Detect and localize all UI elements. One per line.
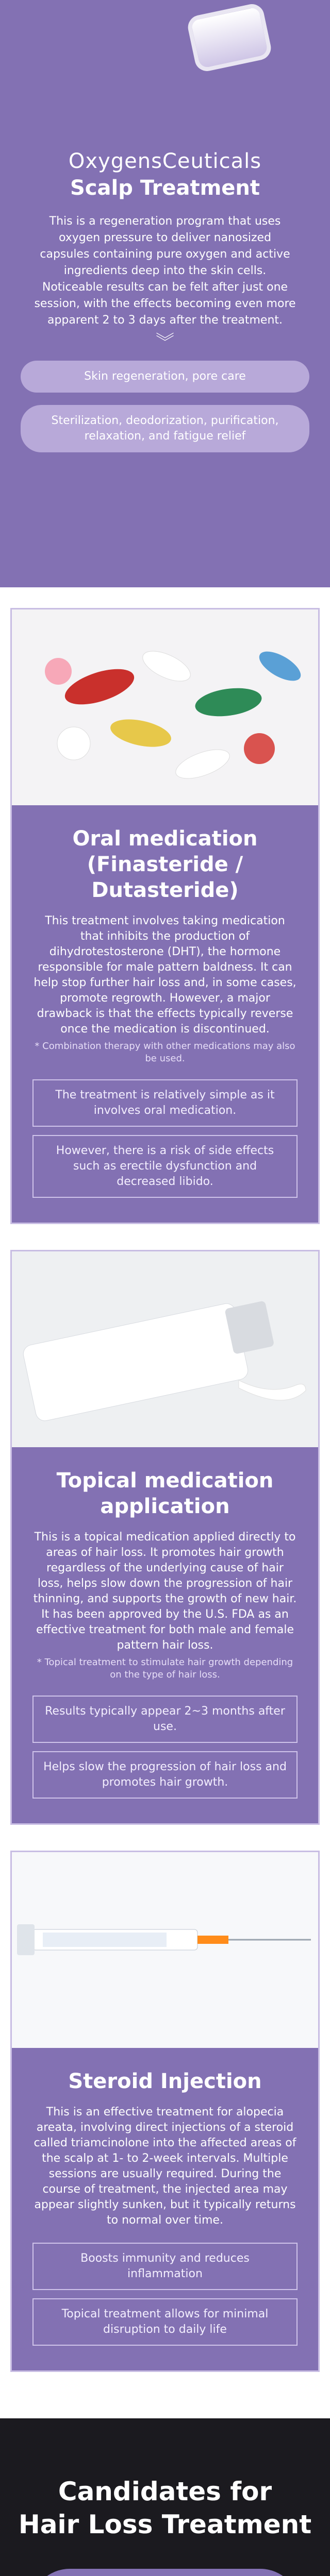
candidates-title <box>0 2418 330 2541</box>
treatment-title: Topical medication application <box>56 1469 274 1518</box>
candidates-section <box>0 2418 330 2576</box>
hero-body: This is a regeneration program that uses oxygen pressure to deliver nanosized capsules containing pure oxygen and active ingredients deep into the skin cells. Noticeable results can be felt after just one session, with the effects becoming even more apparent 2 to 3 days after the treatment. <box>34 215 296 327</box>
treatment-card-oral <box>10 608 320 1224</box>
device-image <box>186 2 273 74</box>
benefit-pill: Skin regeneration, pore care <box>21 361 309 393</box>
treatment-title: Oral medication (Finasteride / Dutasteride) <box>72 827 258 902</box>
treatment-highlight: Results typically appear 2~3 months after use. <box>32 1696 298 1743</box>
treatment-card-topical <box>10 1250 320 1825</box>
treatment-title: Steroid Injection <box>68 2070 262 2093</box>
benefit-pill: Sterilization, deodorization, purification, relaxation, and fatigue relief <box>21 405 309 452</box>
hero-title: Scalp Treatment <box>70 176 260 200</box>
treatment-highlight: Helps slow the progression of hair loss and promotes hair growth. <box>32 1751 298 1799</box>
treatment-highlight: Boosts immunity and reduces inflammation <box>32 2243 298 2290</box>
pills-image <box>12 609 318 805</box>
treatment-note: * Topical treatment to stimulate hair growth depending on the type of hair loss. <box>37 1657 293 1680</box>
treatment-card-body <box>12 1447 318 1823</box>
hero-section <box>0 0 330 587</box>
candidates-title-line: Hair Loss Treatment <box>18 2510 312 2539</box>
syringe-image <box>12 1852 318 2048</box>
chevron-down-icon: ︾ <box>155 332 174 353</box>
treatment-text: This is an effective treatment for alopecia areata, involving direct injections of a steroid called triamcinolone into the affected areas of the scalp at 1- to 2-week intervals. Multiple sessions are usually required. During the course of treatment, the injected area may appear slightly sunken, but it typically returns to normal over time. <box>34 2106 296 2227</box>
candidate-item <box>31 2569 299 2576</box>
treatment-highlight: However, there is a risk of side effects such as erectile dysfunction and decreased libido. <box>32 1135 298 1198</box>
treatment-note: * Combination therapy with other medications may also be used. <box>35 1041 295 1064</box>
cream-tube-image <box>12 1251 318 1447</box>
brand-name: OxygensCeuticals <box>68 149 262 173</box>
treatment-card-body <box>12 805 318 1223</box>
treatment-highlight: Topical treatment allows for minimal disruption to daily life <box>32 2298 298 2346</box>
treatment-card-body <box>12 2048 318 2370</box>
treatment-card-steroid <box>10 1851 320 2372</box>
candidates-title-line: Candidates for <box>58 2477 272 2506</box>
treatment-highlight: The treatment is relatively simple as it involves oral medication. <box>32 1079 298 1127</box>
treatment-text: This treatment involves taking medication that inhibits the production of dihydrotestosterone (DHT), the hormone responsible for male pattern baldness. It can help stop further hair loss and, in some cases, promote regrowth. However, a major drawback is that the effects typically reverse once the medication is discontinued. <box>34 914 296 1036</box>
treatment-text: This is a topical medication applied directly to areas of hair loss. It promotes hair growth regardless of the underlying cause of hair loss, helps slow down the progression of hair thinning, and supports the growth of new hair. It has been approved by the U.S. FDA as an effective treatment for both male and female pattern hair loss. <box>33 1531 297 1652</box>
